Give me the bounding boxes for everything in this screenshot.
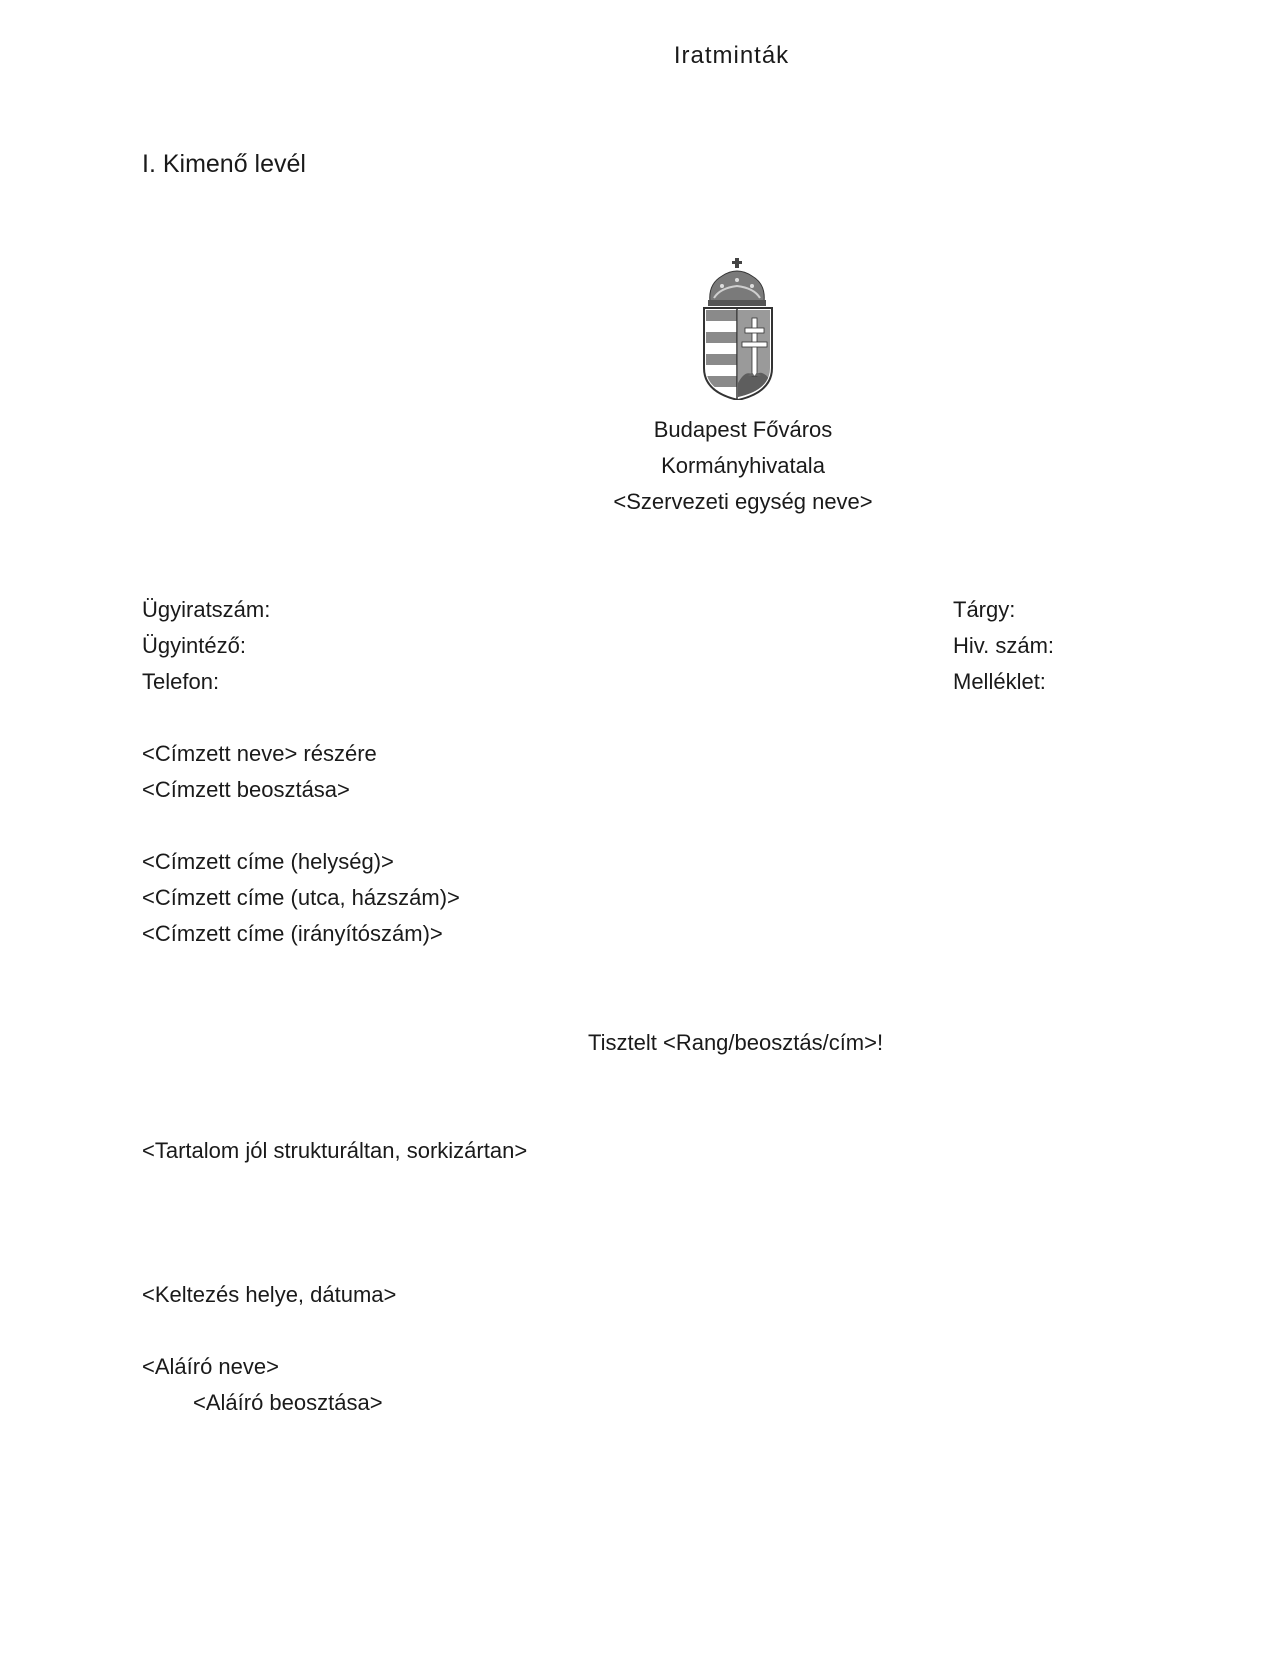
- meta-right-block: [953, 592, 1054, 700]
- signer-name: <Aláíró neve>: [142, 1354, 279, 1379]
- date-place-placeholder: <Keltezés helye, dátuma>: [142, 1282, 397, 1307]
- recipient-address-city: <Címzett címe (helység)>: [142, 849, 394, 874]
- organizational-unit-placeholder: <Szervezeti egység neve>: [613, 489, 873, 514]
- organization-block: [575, 412, 911, 520]
- meta-left-block: [142, 592, 270, 700]
- hungarian-coat-of-arms-icon: [700, 258, 776, 400]
- subject-label: Tárgy:: [953, 597, 1016, 622]
- organization-name-line2: Kormányhivatala: [661, 453, 825, 478]
- page-title: [0, 42, 1285, 70]
- recipient-block: [142, 736, 377, 808]
- salutation: Tisztelt <Rang/beosztás/cím>!: [588, 1030, 884, 1055]
- case-number-label: Ügyiratszám:: [142, 597, 271, 622]
- recipient-position: <Címzett beosztása>: [142, 777, 350, 802]
- recipient-name: <Címzett neve> részére: [142, 741, 377, 766]
- signer-position: <Aláíró beosztása>: [193, 1390, 383, 1415]
- content-placeholder: <Tartalom jól strukturáltan, sorkizártan>: [142, 1138, 528, 1163]
- recipient-address-zip: <Címzett címe (irányítószám)>: [142, 921, 443, 946]
- recipient-address-block: [142, 844, 460, 952]
- attachment-label: Melléklet:: [953, 669, 1046, 694]
- reference-number-label: Hiv. szám:: [953, 633, 1055, 658]
- phone-label: Telefon:: [142, 669, 220, 694]
- recipient-address-street: <Címzett címe (utca, házszám)>: [142, 885, 460, 910]
- section-heading: I. Kimenő levél: [142, 150, 306, 178]
- organization-name-line1: Budapest Főváros: [653, 417, 833, 442]
- administrator-label: Ügyintéző:: [142, 633, 246, 658]
- page-title-text: Iratminták: [673, 42, 790, 69]
